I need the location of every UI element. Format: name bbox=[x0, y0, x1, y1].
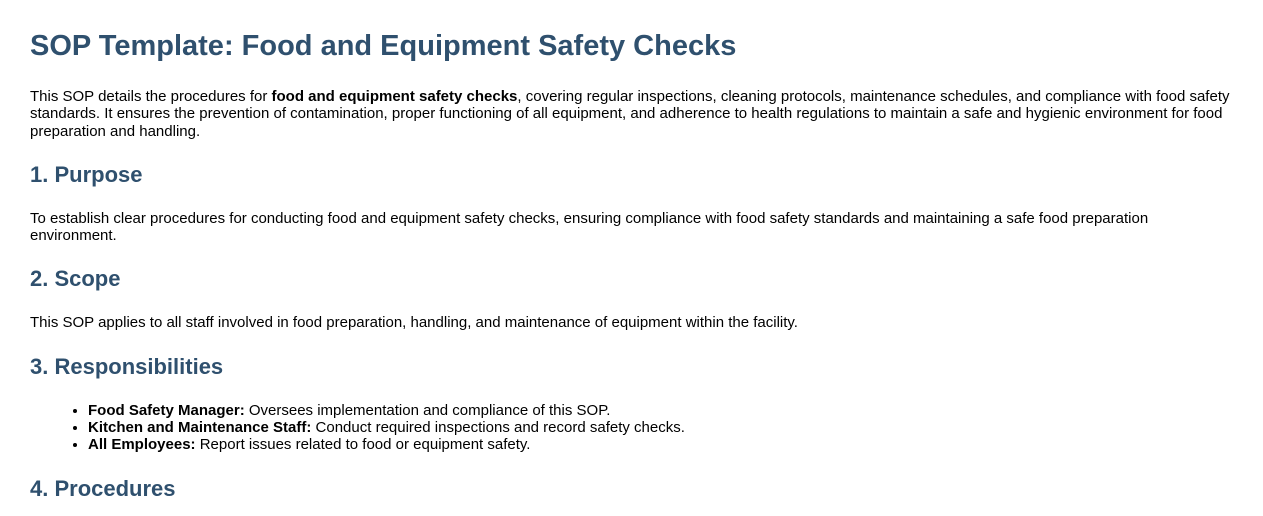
list-item-label: Kitchen and Maintenance Staff: bbox=[88, 419, 312, 437]
list-item bbox=[88, 436, 1233, 453]
section-heading-responsibilities: 3. Responsibilities bbox=[30, 353, 224, 379]
list-item-text: Oversees implementation and compliance of this SOP. bbox=[248, 401, 611, 419]
section-heading-procedures: 4. Procedures bbox=[30, 475, 176, 501]
list-item bbox=[88, 419, 1233, 436]
page-title: SOP Template: Food and Equipment Safety Checks bbox=[30, 30, 737, 62]
list-item-text: Conduct required inspections and record safety checks. bbox=[315, 419, 685, 437]
document-page bbox=[0, 31, 1263, 516]
scope-paragraph: This SOP applies to all staff involved in food preparation, handling, and maintenance of equipment within the facility. bbox=[30, 314, 798, 332]
section-heading-scope: 2. Scope bbox=[30, 266, 121, 292]
intro-text-start: This SOP details the procedures for bbox=[30, 88, 272, 105]
list-item-text: Report issues related to food or equipment safety. bbox=[199, 436, 531, 454]
intro-bold-phrase: food and equipment safety checks bbox=[271, 88, 518, 105]
section-heading-purpose: 1. Purpose bbox=[30, 161, 143, 187]
list-item-label: All Employees: bbox=[88, 436, 196, 454]
sop-document bbox=[0, 31, 1263, 501]
intro-text-end: , covering regular inspections, cleaning protocols, maintenance schedules, and compliance with food safety standards. It ensures the prevention of contamination, proper functioning of all equipment, and adherence to health regulations to maintain a safe and hygienic environment for food preparation and handling. bbox=[30, 88, 1230, 140]
list-item bbox=[88, 402, 1233, 419]
intro-paragraph bbox=[30, 88, 1233, 140]
responsibilities-list bbox=[30, 402, 1233, 454]
purpose-paragraph: To establish clear procedures for conducting food and equipment safety checks, ensuring compliance with food safety standards and maintaining a safe food preparation environment. bbox=[30, 209, 1149, 245]
list-item-label: Food Safety Manager: bbox=[88, 401, 245, 419]
